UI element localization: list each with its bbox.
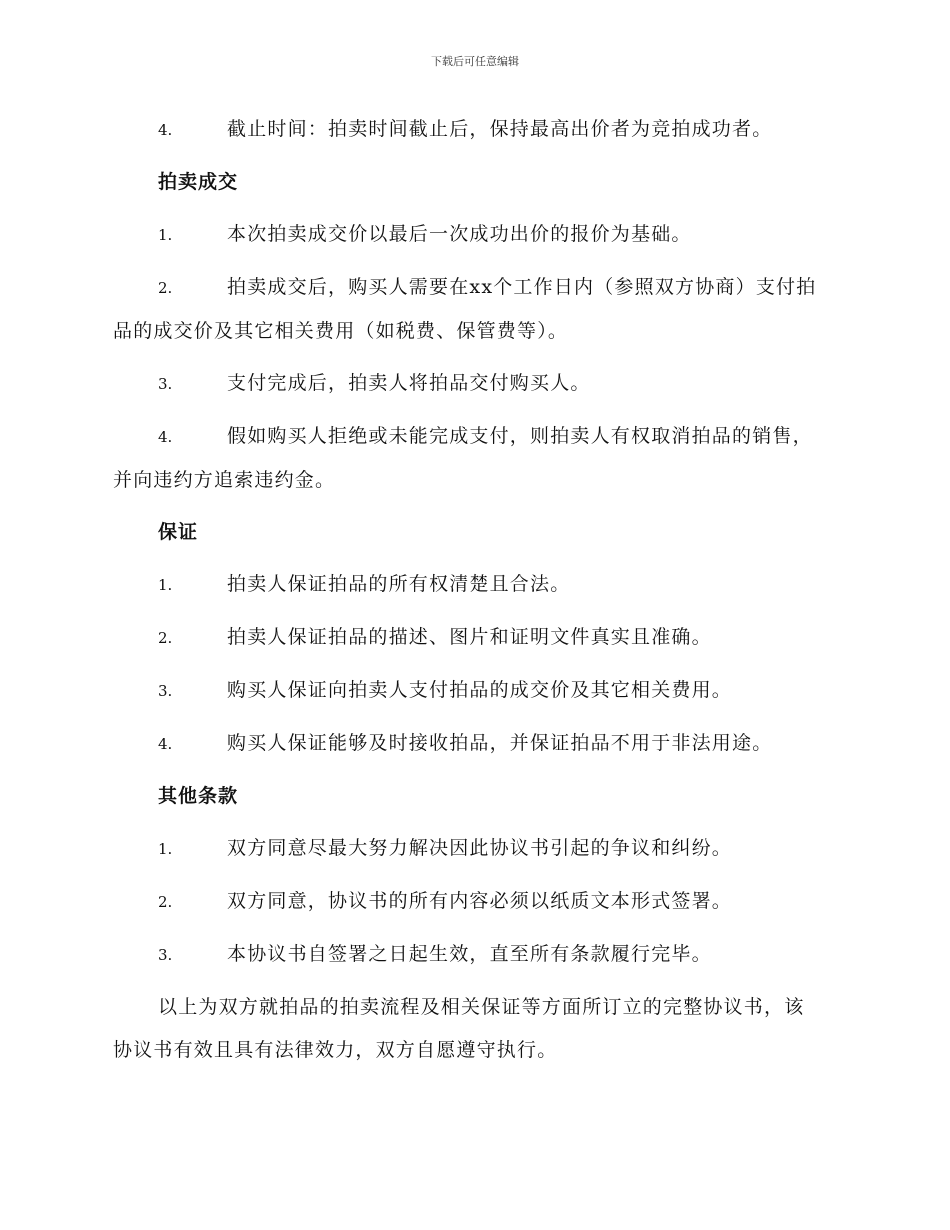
list-item xyxy=(113,827,823,871)
list-item xyxy=(113,563,823,607)
section-heading: 保证 xyxy=(158,521,199,543)
item-text: 本次拍卖成交价以最后一次成功出价的报价为基础。 xyxy=(227,223,692,245)
item-text: 拍卖人保证拍品的所有权清楚且合法。 xyxy=(227,573,571,595)
item-number: 2. xyxy=(158,279,173,297)
item-number: 1. xyxy=(158,576,173,594)
closing-paragraph: 以上为双方就拍品的拍卖流程及相关保证等方面所订立的完整协议书，该协议书有效且具有法律效力，双方自愿遵守执行。 xyxy=(113,996,805,1061)
document-body xyxy=(113,108,823,1072)
item-text: 截止时间：拍卖时间截止后，保持最高出价者为竞拍成功者。 xyxy=(227,118,773,140)
item-number: 2. xyxy=(158,893,173,911)
item-text: 双方同意尽最大努力解决因此协议书引起的争议和纠纷。 xyxy=(227,837,733,859)
item-text: 双方同意，协议书的所有内容必须以纸质文本形式签署。 xyxy=(227,890,733,912)
item-number: 1. xyxy=(158,226,173,244)
list-item xyxy=(113,415,823,502)
item-text: 支付完成后，拍卖人将拍品交付购买人。 xyxy=(227,372,591,394)
item-number: 2. xyxy=(158,629,173,647)
item-text: 购买人保证向拍卖人支付拍品的成交价及其它相关费用。 xyxy=(227,679,733,701)
item-text: 本协议书自签署之日起生效，直至所有条款履行完毕。 xyxy=(227,943,712,965)
item-text: 假如购买人拒绝或未能完成支付，则拍卖人有权取消拍品的销售，并向违约方追索违约金。 xyxy=(113,425,813,491)
item-number: 3. xyxy=(158,946,173,964)
item-text: 拍卖人保证拍品的描述、图片和证明文件真实且准确。 xyxy=(227,626,712,648)
list-item xyxy=(113,880,823,924)
item-text: 购买人保证能够及时接收拍品，并保证拍品不用于非法用途。 xyxy=(227,732,773,754)
section-heading: 拍卖成交 xyxy=(158,171,239,193)
list-item xyxy=(113,362,823,406)
list-item xyxy=(113,266,823,353)
list-item xyxy=(113,616,823,660)
item-number: 1. xyxy=(158,840,173,858)
list-item xyxy=(113,108,823,152)
list-item xyxy=(113,213,823,257)
section-heading: 其他条款 xyxy=(158,785,239,807)
page-header: 下载后可任意编辑 xyxy=(431,55,519,68)
item-number: 4. xyxy=(158,735,173,753)
list-item xyxy=(113,669,823,713)
item-text: 拍卖成交后，购买人需要在xx个工作日内（参照双方协商）支付拍品的成交价及其它相关费用（如税费、保管费等）。 xyxy=(113,276,817,342)
item-number: 3. xyxy=(158,375,173,393)
list-item xyxy=(113,722,823,766)
list-item xyxy=(113,933,823,977)
item-number: 4. xyxy=(158,121,173,139)
item-number: 4. xyxy=(158,428,173,446)
item-number: 3. xyxy=(158,682,173,700)
